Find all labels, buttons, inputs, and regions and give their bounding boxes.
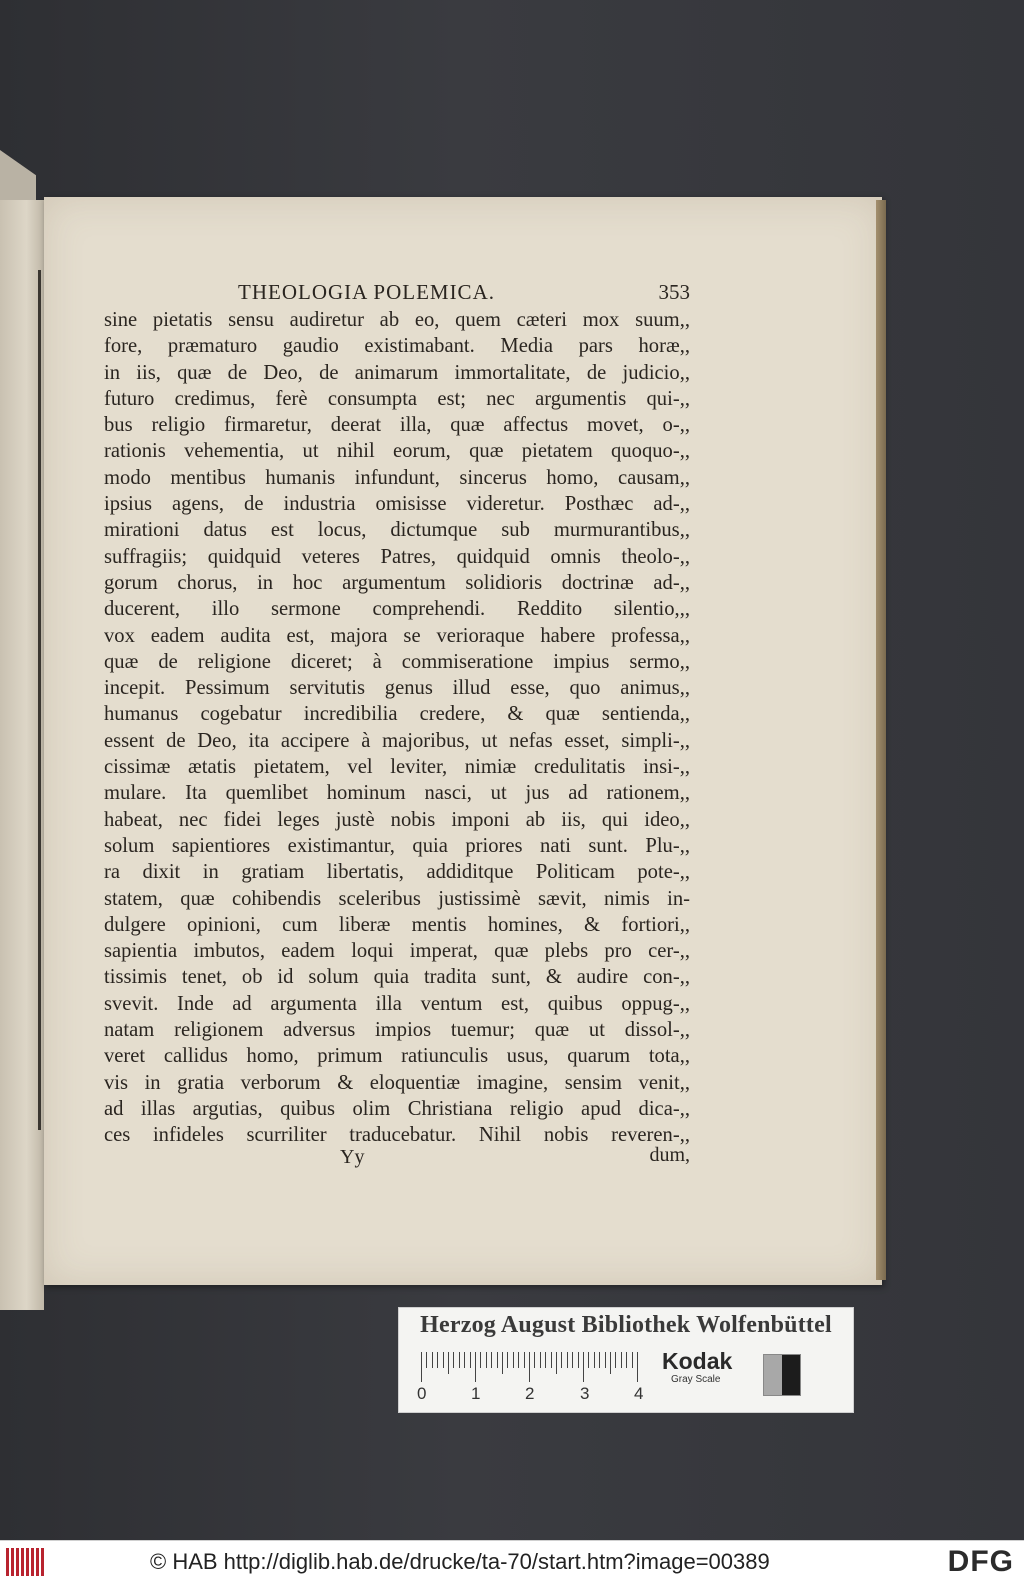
ruler-tick — [448, 1352, 449, 1374]
dfg-logo: DFG — [947, 1545, 1014, 1578]
ruler-tick — [443, 1352, 444, 1368]
ruler-tick — [588, 1352, 589, 1368]
text-line: habeat, nec fidei leges justè nobis imponi ab iis, qui ideo,, — [104, 808, 690, 831]
ruler-tick — [599, 1352, 600, 1368]
text-line: ra dixit in gratiam libertatis, addiditque Politicam pote-,, — [104, 861, 690, 884]
ruler-tick — [615, 1352, 616, 1368]
ruler-tick — [453, 1352, 454, 1368]
ruler-tick — [572, 1352, 573, 1368]
page-number: 353 — [658, 280, 690, 304]
ruler-number: 4 — [634, 1384, 644, 1403]
ruler-tick — [421, 1352, 422, 1382]
text-line: essent de Deo, ita accipere à majoribus, ut nefas esset, simpli-,, — [104, 729, 690, 752]
kodak-logo: Kodak — [662, 1348, 733, 1374]
text-line: bus religio firmaretur, deerat illa, quæ affectus movet, o-,, — [104, 414, 690, 437]
text-line: sine pietatis sensu audiretur ab eo, quem cæteri mox suum,, — [104, 309, 690, 331]
ruler-tick — [551, 1352, 552, 1368]
text-line: fore, præmaturo gaudio existimabant. Media pars horæ,, — [104, 335, 690, 358]
text-line: veret callidus homo, primum ratiunculis usus, quarum tota,, — [104, 1045, 690, 1068]
running-head — [104, 280, 690, 310]
signature-mark: Yy — [340, 1146, 365, 1168]
ruler-tick — [578, 1352, 579, 1368]
running-title: THEOLOGIA POLEMICA. — [238, 280, 495, 304]
ruler-number: 3 — [580, 1384, 590, 1403]
ruler-tick — [524, 1352, 525, 1368]
ruler-tick — [556, 1352, 557, 1374]
ruler-tick — [437, 1352, 438, 1368]
ruler-number: 1 — [471, 1384, 481, 1403]
ruler-number: 0 — [417, 1384, 427, 1403]
ruler-tick — [605, 1352, 606, 1368]
text-line: suffragiis; quidquid veteres Patres, quidquid omnis theolo-,, — [104, 545, 690, 568]
ruler-tick — [491, 1352, 492, 1368]
text-line: in iis, quæ de Deo, de animarum immortalitate, de judicio,, — [104, 361, 690, 384]
ruler-tick — [426, 1352, 427, 1368]
text-line: ipsius agens, de industria omisisse videretur. Posthæc ad-,, — [104, 493, 690, 516]
text-line: ad illas argutias, quibus olim Christiana religio apud dica-,, — [104, 1097, 690, 1120]
text-line: modo mentibus humanis infundunt, sincerus homo, causam,, — [104, 466, 690, 489]
text-line: natam religionem adversus impios tuemur; quæ ut dissol-,, — [104, 1019, 690, 1042]
text-line: quæ de religione diceret; à commiseratione impius sermo,, — [104, 650, 690, 673]
text-line: ducerent, illo sermone comprehendi. Reddito silentio,,, — [104, 598, 690, 621]
ruler-tick — [626, 1352, 627, 1368]
ruler-tick — [561, 1352, 562, 1368]
text-line: cissimæ ætatis pietatem, vel leviter, nimiæ credulitatis insi-,, — [104, 756, 690, 779]
text-line: mulare. Ita quemlibet hominum nasci, ut jus ad rationem,, — [104, 782, 690, 805]
gray-scale-label: Gray Scale — [671, 1374, 721, 1385]
ruler-tick — [497, 1352, 498, 1368]
ruler-tick — [464, 1352, 465, 1368]
ruler — [421, 1352, 641, 1382]
text-line: futuro credimus, ferè consumpta est; nec argumentis qui-,, — [104, 387, 690, 410]
ruler-tick — [459, 1352, 460, 1368]
ruler-tick — [567, 1352, 568, 1368]
ruler-tick — [529, 1352, 530, 1382]
color-target-card — [398, 1307, 854, 1413]
ruler-tick — [545, 1352, 546, 1368]
ruler-tick — [486, 1352, 487, 1368]
text-line: mirationi datus est locus, dictumque sub murmurantibus,, — [104, 519, 690, 542]
text-line: humanus cogebatur incredibilia credere, & quæ sentienda,, — [104, 703, 690, 726]
ruler-tick — [632, 1352, 633, 1368]
ruler-tick — [507, 1352, 508, 1368]
catchword: dum, — [649, 1144, 690, 1166]
text-line: dulgere opinioni, cum liberæ mentis homines, & fortiori,, — [104, 913, 690, 936]
text-line: incepit. Pessimum servitutis genus illud esse, quo animus,, — [104, 677, 690, 700]
ruler-tick — [475, 1352, 476, 1382]
ruler-tick — [610, 1352, 611, 1374]
ruler-tick — [637, 1352, 638, 1382]
ruler-tick — [502, 1352, 503, 1374]
ruler-tick — [470, 1352, 471, 1368]
footer-bar — [0, 1540, 1024, 1583]
ruler-tick — [432, 1352, 433, 1368]
ruler-tick — [540, 1352, 541, 1368]
text-line: svevit. Inde ad argumenta illa ventum est, quibus oppug-,, — [104, 992, 690, 1015]
text-line: tissimis tenet, ob id solum quia tradita sunt, & audire con-,, — [104, 966, 690, 989]
copyright-url[interactable]: © HAB http://diglib.hab.de/drucke/ta-70/start.htm?image=00389 — [150, 1549, 770, 1574]
text-line: vox eadem audita est, majora se verioraque habere professa,, — [104, 624, 690, 647]
text-line: statem, quæ cohibendis sceleribus justissimè sævit, nimis in- — [104, 887, 690, 910]
ruler-tick — [621, 1352, 622, 1368]
ruler-tick — [513, 1352, 514, 1368]
body-text — [104, 307, 690, 1149]
ruler-tick — [594, 1352, 595, 1368]
ruler-tick — [583, 1352, 584, 1382]
ruler-tick — [518, 1352, 519, 1368]
text-line: vis in gratia verborum & eloquentiæ imagine, sensim venit,, — [104, 1071, 690, 1094]
ruler-tick — [480, 1352, 481, 1368]
library-name: Herzog August Bibliothek Wolfenbüttel — [420, 1312, 832, 1338]
gray-scale-patch — [763, 1354, 801, 1396]
binding-shadow — [38, 270, 41, 1130]
hab-logo-icon — [6, 1548, 46, 1576]
text-line: ces infideles scurriliter traducebatur. Nihil nobis reveren-,, — [104, 1124, 690, 1147]
page-fore-edge — [876, 200, 886, 1280]
text-line: sapientia imbutos, eadem loqui imperat, quæ plebs pro cer-,, — [104, 940, 690, 963]
text-line: solum sapientiores existimantur, quia priores nati sunt. Plu-,, — [104, 834, 690, 857]
text-line: rationis vehementia, ut nihil eorum, quæ pietatem quoquo-,, — [104, 440, 690, 463]
ruler-tick — [534, 1352, 535, 1368]
text-line: gorum chorus, in hoc argumentum solidioris doctrinæ ad-,, — [104, 571, 690, 594]
ruler-number: 2 — [525, 1384, 535, 1403]
